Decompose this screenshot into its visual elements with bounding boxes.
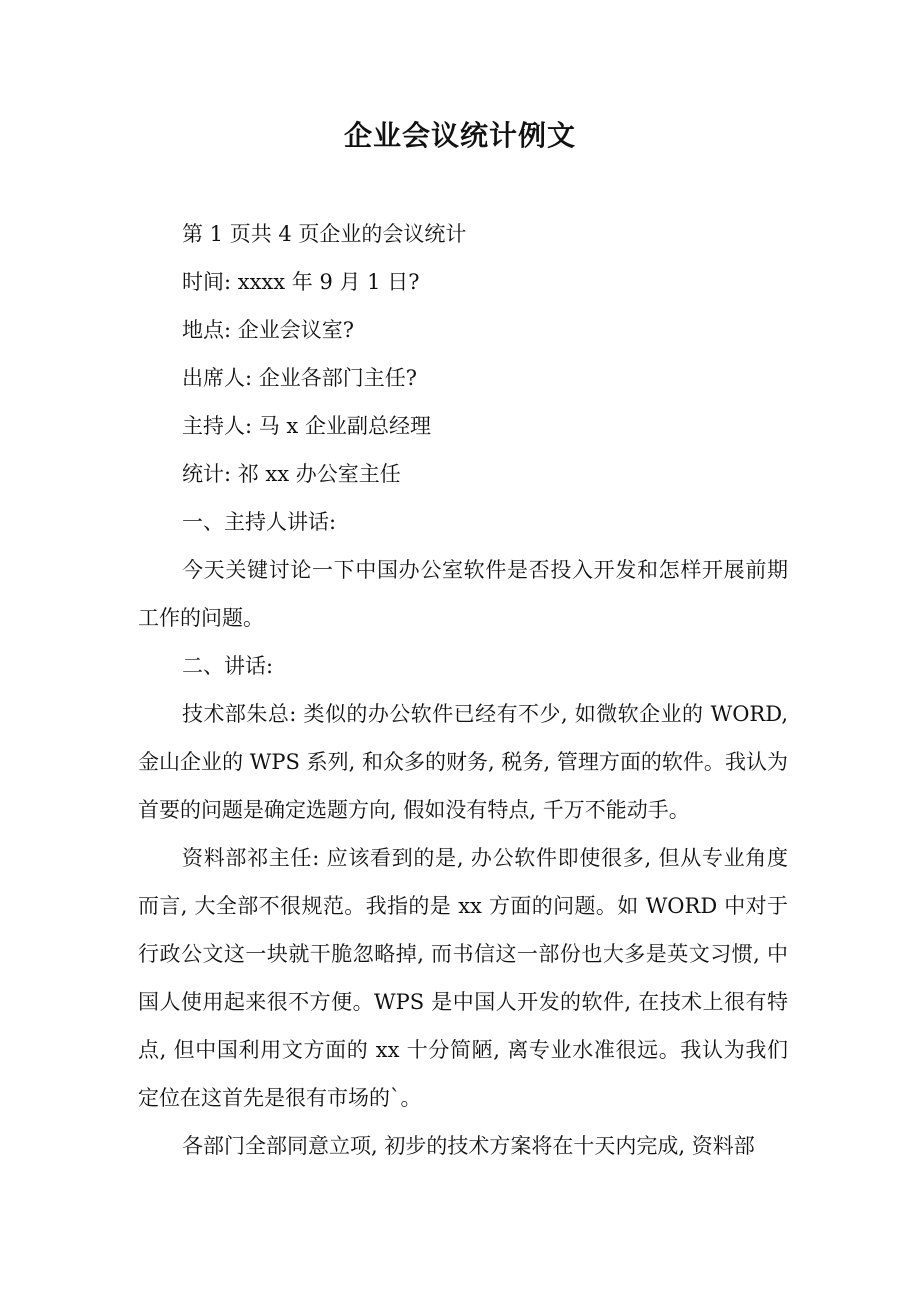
meeting-recorder: 统计: 祁 xx 办公室主任 bbox=[182, 462, 401, 486]
meeting-attendees: 出席人: 企业各部门主任? bbox=[182, 366, 418, 390]
meeting-time: 时间: xxxx 年 9 月 1 日? bbox=[182, 270, 420, 294]
section-heading-speeches: 二、讲话: bbox=[182, 654, 274, 678]
conclusion-paragraph: 各部门全部同意立项, 初步的技术方案将在十天内完成, 资料部 bbox=[182, 1134, 755, 1158]
meeting-host: 主持人: 马 x 企业副总经理 bbox=[182, 414, 431, 438]
meeting-location: 地点: 企业会议室? bbox=[182, 318, 355, 342]
page-header-line: 第 1 页共 4 页企业的会议统计 bbox=[182, 222, 467, 246]
tech-department-speech: 技术部朱总: 类似的办公软件已经有不少, 如微软企业的 WORD, 金山企业的 WPS 系列, 和众多的财务, 税务, 管理方面的软件。我认为首要的问题是确定选题方向, 假如没有特点, 千万不能动手。 bbox=[138, 702, 788, 822]
document-body bbox=[138, 210, 788, 1170]
data-department-speech: 资料部祁主任: 应该看到的是, 办公软件即使很多, 但从专业角度而言, 大全部不很规范。我指的是 xx 方面的问题。如 WORD 中对于行政公文这一块就干脆忽略掉, 而书信这一部份也大多是英文习惯, 中国人使用起来很不方便。WPS 是中国人开发的软件, 在技术上很有特点, 但中国利用文方面的 xx 十分简陋, 离专业水准很远。我认为我们定位在这首先是很有市场的`。 bbox=[138, 846, 788, 1110]
section-heading-host-speech: 一、主持人讲话: bbox=[182, 510, 337, 534]
host-speech-paragraph: 今天关键讨论一下中国办公室软件是否投入开发和怎样开展前期工作的问题。 bbox=[138, 558, 788, 630]
document-title: 企业会议统计例文 bbox=[343, 119, 576, 152]
